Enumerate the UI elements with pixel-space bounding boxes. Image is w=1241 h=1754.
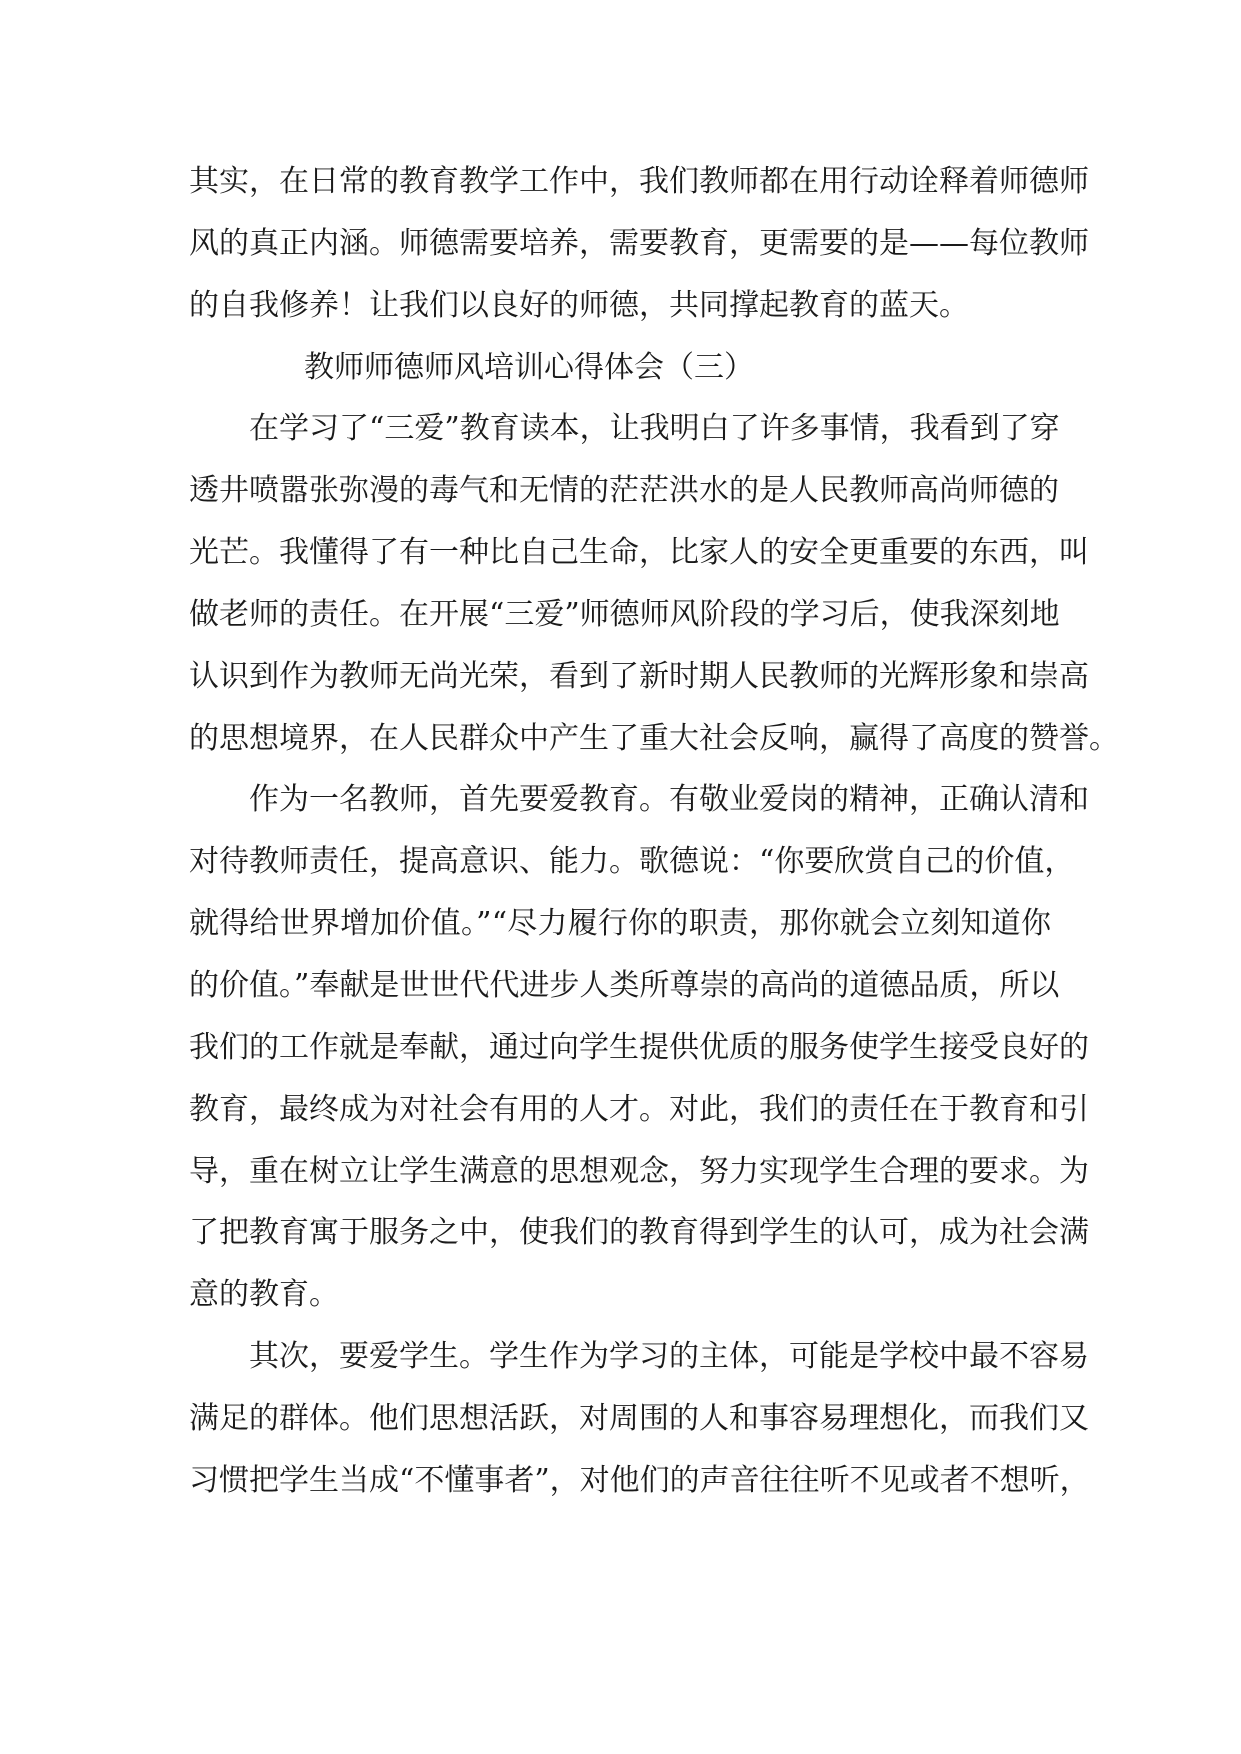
text-line	[189, 1017, 1089, 1079]
text-line-content: 透井喷嚣张弥漫的毒气和无情的茫茫洪水的是人民教师高尚师德的	[189, 473, 1059, 509]
text-line	[189, 584, 1060, 646]
paragraph-first-line	[189, 769, 1089, 831]
paragraph-first-line	[189, 398, 1060, 460]
text-line-content: 的价值。”奉献是世世代代进步人类所尊崇的高尚的道德品质，所以	[189, 967, 1060, 1003]
text-line	[189, 1202, 1089, 1264]
text-line-content: 习惯把学生当成“不懂事者”，对他们的声音往往听不见或者不想听，	[189, 1462, 1090, 1498]
text-line	[189, 646, 1089, 708]
text-line	[189, 831, 1075, 893]
text-line	[189, 708, 1119, 770]
text-line	[189, 893, 1051, 955]
text-line-content: 在学习了“三爱”教育读本，让我明白了许多事情，我看到了穿	[249, 411, 1060, 447]
text-line	[189, 1079, 1089, 1141]
text-line-content: 光芒。我懂得了有一种比自己生命，比家人的安全更重要的东西，叫	[189, 535, 1089, 571]
text-line-content: 做老师的责任。在开展“三爱”师德师风阶段的学习后，使我深刻地	[189, 596, 1060, 632]
text-line-content: 其次，要爱学生。学生作为学习的主体，可能是学校中最不容易	[249, 1339, 1089, 1375]
text-line	[189, 1450, 1090, 1512]
text-line-content: 教育，最终成为对社会有用的人才。对此，我们的责任在于教育和引	[189, 1091, 1089, 1127]
text-line-content: 认识到作为教师无尚光荣，看到了新时期人民教师的光辉形象和崇高	[189, 658, 1089, 694]
text-line-content: 就得给世界增加价值。”“尽力履行你的职责，那你就会立刻知道你	[189, 906, 1052, 942]
text-line	[189, 460, 1059, 522]
text-line	[189, 151, 1089, 213]
text-line	[189, 955, 1060, 1017]
text-line-content: 其实，在日常的教育教学工作中，我们教师都在用行动诠释着师德师	[189, 164, 1089, 199]
text-line-content: 了把教育寓于服务之中，使我们的教育得到学生的认可，成为社会满	[189, 1215, 1089, 1251]
text-line-content: 满足的群体。他们思想活跃，对周围的人和事容易理想化，而我们又	[189, 1400, 1089, 1436]
text-line	[189, 1388, 1089, 1450]
text-line-content: 作为一名教师，首先要爱教育。有敬业爱岗的精神，正确认清和	[249, 782, 1089, 818]
document-page	[189, 151, 1119, 1512]
text-line-content: 风的真正内涵。师德需要培养，需要教育，更需要的是——每位教师	[189, 225, 1089, 261]
section-title-text: 教师师德师风培训心得体会（三）	[304, 349, 754, 385]
text-line-content: 对待教师责任，提高意识、能力。歌德说：“你要欣赏自己的价值，	[189, 844, 1075, 880]
paragraph-first-line	[189, 1326, 1089, 1388]
text-line	[189, 1141, 1089, 1203]
text-line-content: 的自我修养！让我们以良好的师德，共同撑起教育的蓝天。	[189, 287, 969, 323]
text-line	[189, 1264, 1051, 1326]
text-line-content: 的思想境界，在人民群众中产生了重大社会反响，赢得了高度的赞誉。	[189, 720, 1119, 756]
text-line	[189, 213, 1089, 275]
text-line	[189, 522, 1089, 584]
text-line	[189, 275, 1051, 337]
section-title	[189, 337, 1051, 399]
text-line-content: 我们的工作就是奉献，通过向学生提供优质的服务使学生接受良好的	[189, 1029, 1089, 1065]
text-line-content: 导，重在树立让学生满意的思想观念，努力实现学生合理的要求。为	[189, 1153, 1089, 1189]
text-line-content: 意的教育。	[189, 1277, 339, 1313]
